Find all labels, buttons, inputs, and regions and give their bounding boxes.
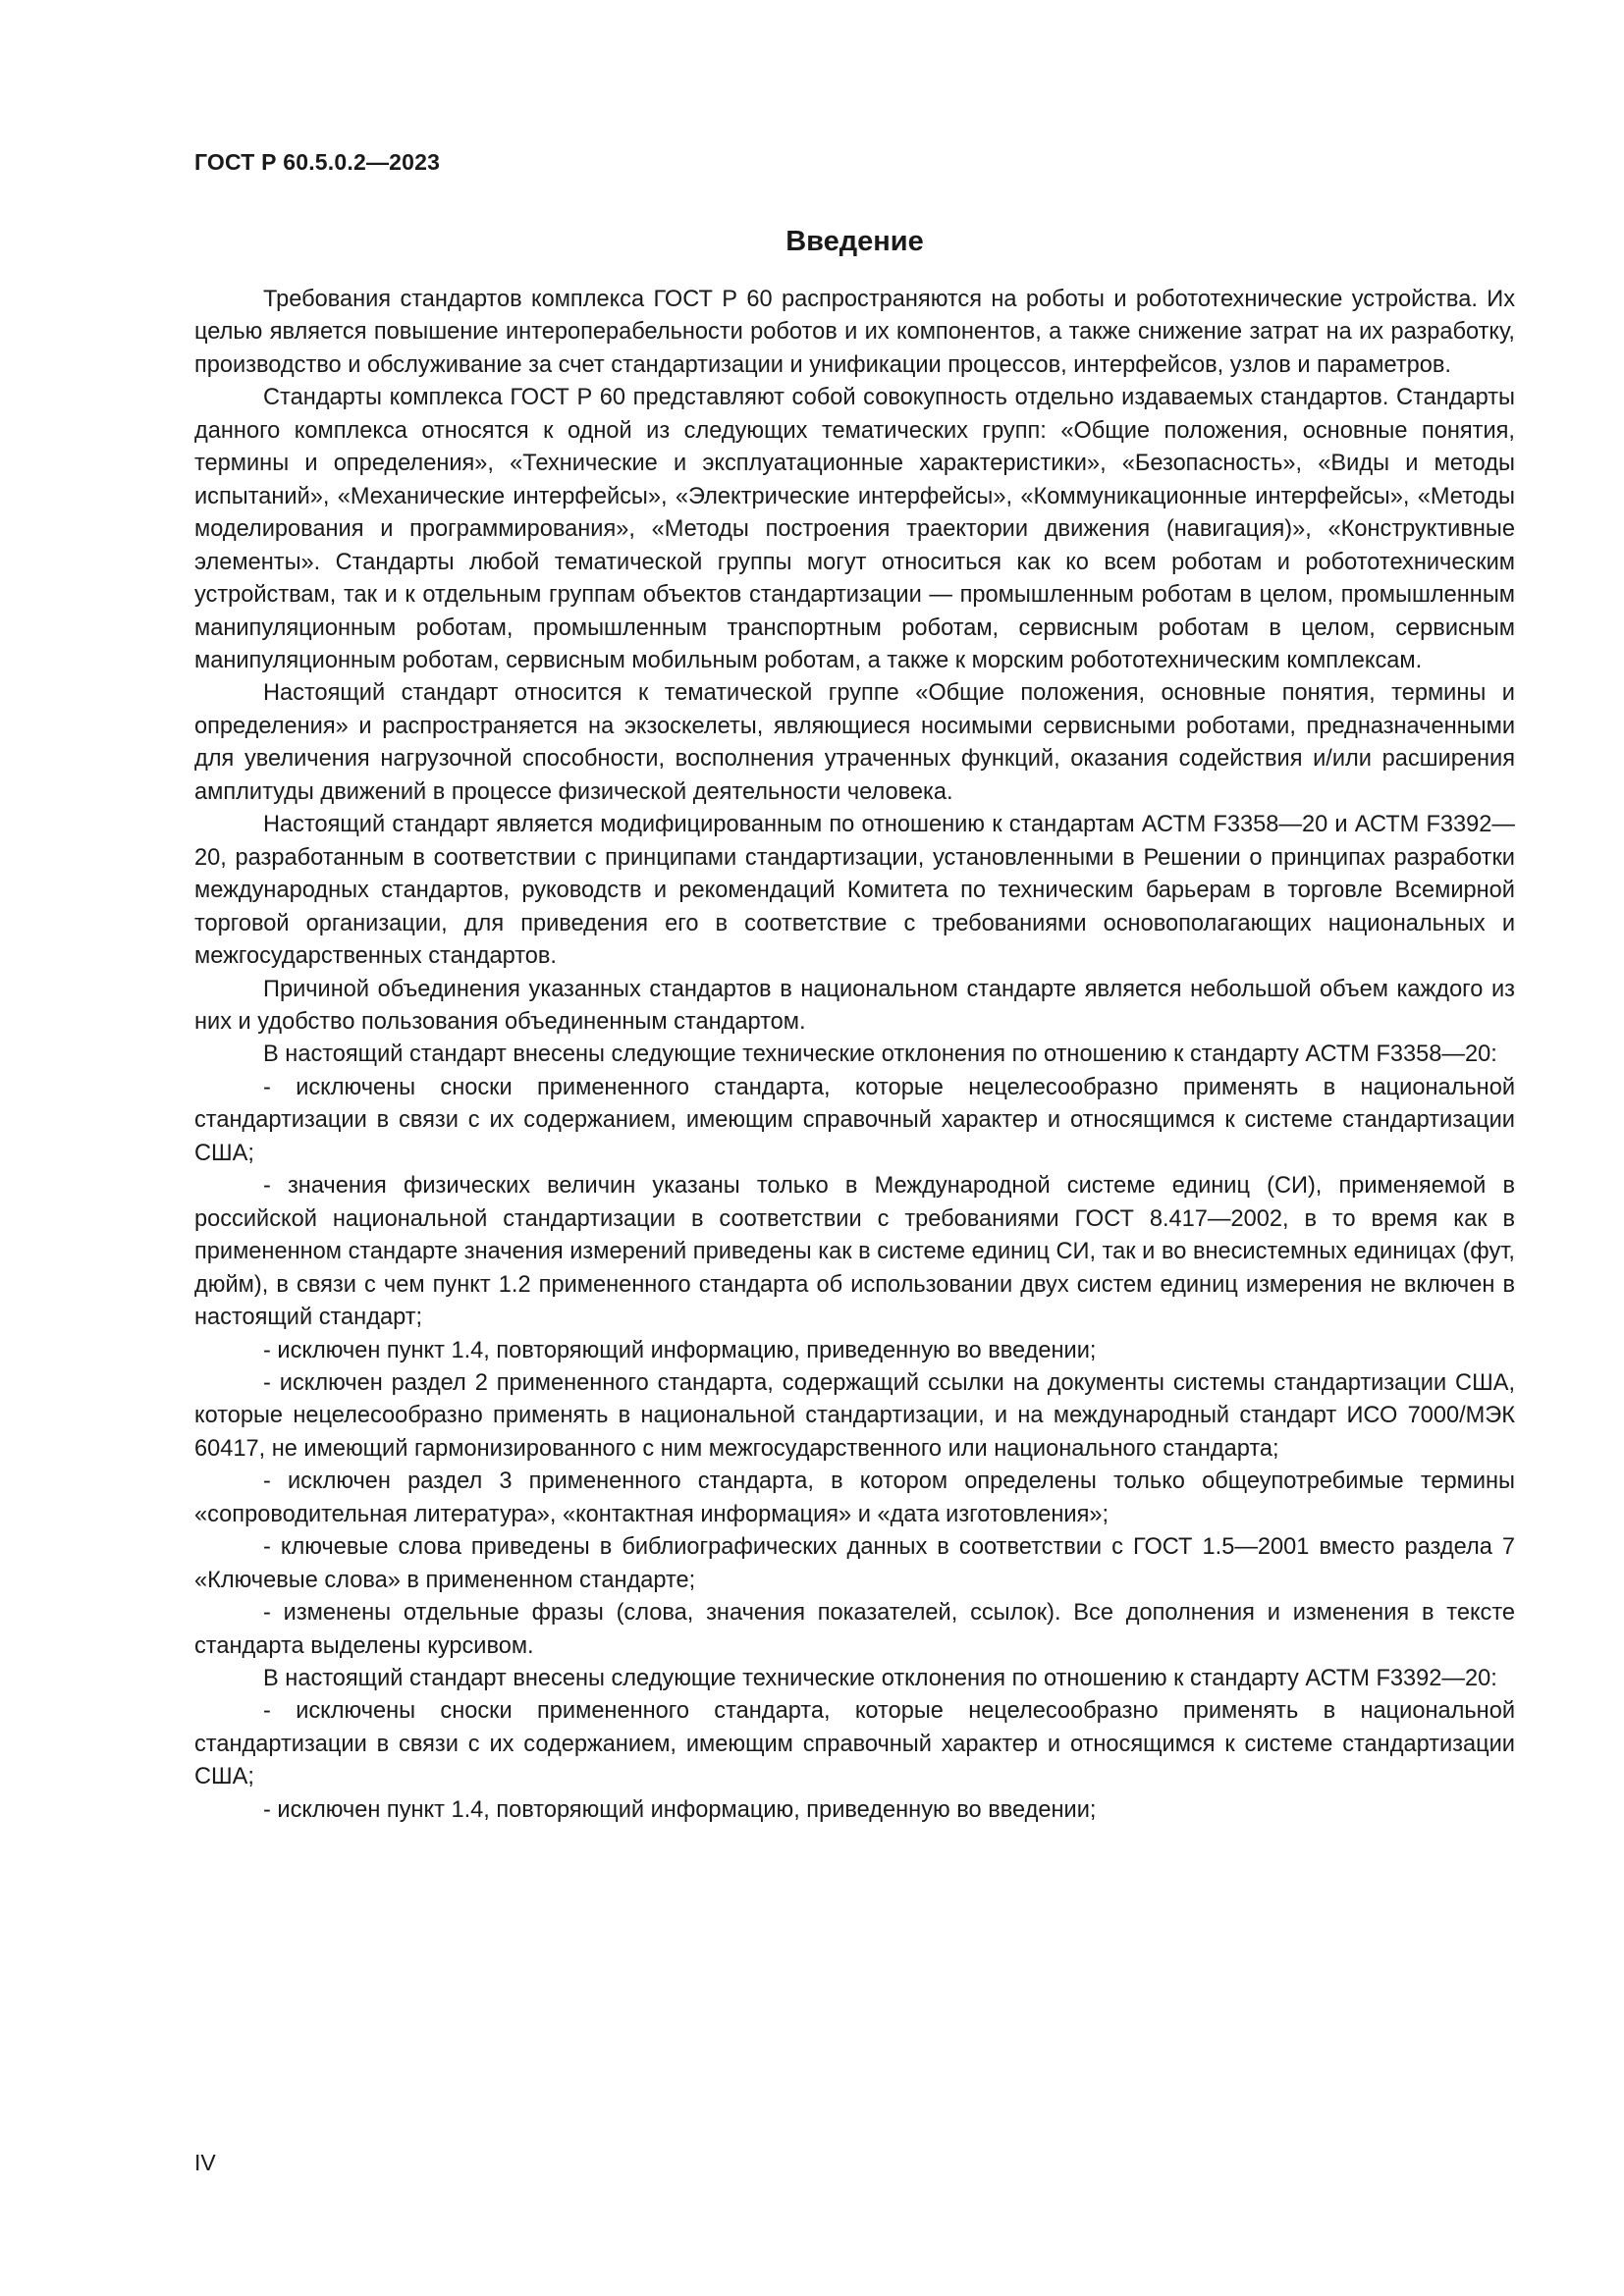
paragraph: Настоящий стандарт является модифицированным по отношению к стандартам АСТМ F3358—20 и АСТМ F3392—20, разработанным в соответствии с принципами стандартизации, установленными в Решении о принципах разработки международных стандартов, руководств и рекомендаций Комитета по техническим барьерам в торговле Всемирной торговой организации, для приведения его в соответствие с требованиями основополагающих национальных и межгосударственных стандартов. [194,812,1515,970]
paragraph: Стандарты комплекса ГОСТ Р 60 представляют собой совокупность отдельно издаваемых стандартов. Стандарты данного комплекса относятся к одной из следующих тематических групп: «Общие положения, основные понятия, термины и определения», «Технические и эксплуатационные характеристики», «Безопасность», «Виды и методы испытаний», «Механические интерфейсы», «Электрические интерфейсы», «Коммуникационные интерфейсы», «Методы моделирования и программирования», «Методы построения траектории движения (навигация)», «Конструктивные элементы». Стандарты любой тематической группы могут относиться как ко всем роботам и робототехническим устройствам, так и к отдельным группам объектов стандартизации — промышленным роботам в целом, промышленным манипуляционным роботам, промышленным транспортным роботам, сервисным роботам в целом, сервисным манипуляционным роботам, сервисным мобильным роботам, а также к морским робототехническим комплексам. [194,385,1515,673]
list-item: - ключевые слова приведены в библиографических данных в соответствии с ГОСТ 1.5—2001 вместо раздела 7 «Ключевые слова» в примененном стандарте; [194,1534,1515,1593]
list-item: - исключены сноски примененного стандарта, которые нецелесообразно применять в национальной стандартизации в связи с их содержанием, имеющим справочный характер и относящимся к системе стандартизации США; [194,1698,1515,1790]
document-code: ГОСТ Р 60.5.0.2—2023 [194,149,441,175]
paragraph: Требования стандартов комплекса ГОСТ Р 60 распространяются на роботы и робототехнические устройства. Их целью является повышение интероперабельности роботов и их компонентов, а также снижение затрат на их разработку, производство и обслуживание за счет стандартизации и унификации процессов, интерфейсов, узлов и параметров. [194,287,1515,378]
list-item: - исключены сноски примененного стандарта, которые нецелесообразно применять в национальной стандартизации в связи с их содержанием, имеющим справочный характер и относящимся к системе стандартизации США; [194,1074,1515,1166]
list-item: - исключен пункт 1.4, повторяющий информацию, приведенную во введении; [263,1337,1097,1363]
page-number: IV [194,2150,216,2175]
introduction-body [194,284,1515,1827]
paragraph: Настоящий стандарт относится к тематической группе «Общие положения, основные понятия, термины и определения» и распространяется на экзоскелеты, являющиеся носимыми сервисными роботами, предназначенными для увеличения нагрузочной способности, восполнения утраченных функций, оказания содействия и/или расширения амплитуды движений в процессе физической деятельности человека. [194,680,1515,805]
list-item: - исключен раздел 2 примененного стандарта, содержащий ссылки на документы системы стандартизации США, которые нецелесообразно применять в национальной стандартизации, и на международный стандарт ИСО 7000/МЭК 60417, не имеющий гармонизированного с ним межгосударственного или национального стандарта; [194,1369,1515,1462]
paragraph: В настоящий стандарт внесены следующие технические отклонения по отношению к стандарту АСТМ F3392—20: [263,1666,1497,1692]
list-item: - изменены отдельные фразы (слова, значения показателей, ссылок). Все дополнения и изменения в тексте стандарта выделены курсивом. [194,1600,1515,1659]
paragraph: Причиной объединения указанных стандартов в национальном стандарте является небольшой объем каждого из них и удобство пользования объединенным стандартом. [194,976,1515,1035]
list-item: - значения физических величин указаны только в Международной системе единиц (СИ), применяемой в российской национальной стандартизации в соответствии с требованиями ГОСТ 8.417—2002, в то время как в примененном стандарте значения измерений приведены как в системе единиц СИ, так и во внесистемных единицах (фут, дюйм), в связи с чем пункт 1.2 примененного стандарта об использовании двух систем единиц измерения не включен в настоящий стандарт; [194,1173,1515,1331]
list-item: - исключен раздел 3 примененного стандарта, в котором определены только общеупотребимые термины «сопроводительная литература», «контактная информация» и «дата изготовления»; [194,1468,1515,1527]
list-item: - исключен пункт 1.4, повторяющий информацию, приведенную во введении; [263,1796,1097,1823]
section-title: Введение [785,226,924,257]
paragraph: В настоящий стандарт внесены следующие технические отклонения по отношению к стандарту АСТМ F3358—20: [263,1041,1497,1068]
